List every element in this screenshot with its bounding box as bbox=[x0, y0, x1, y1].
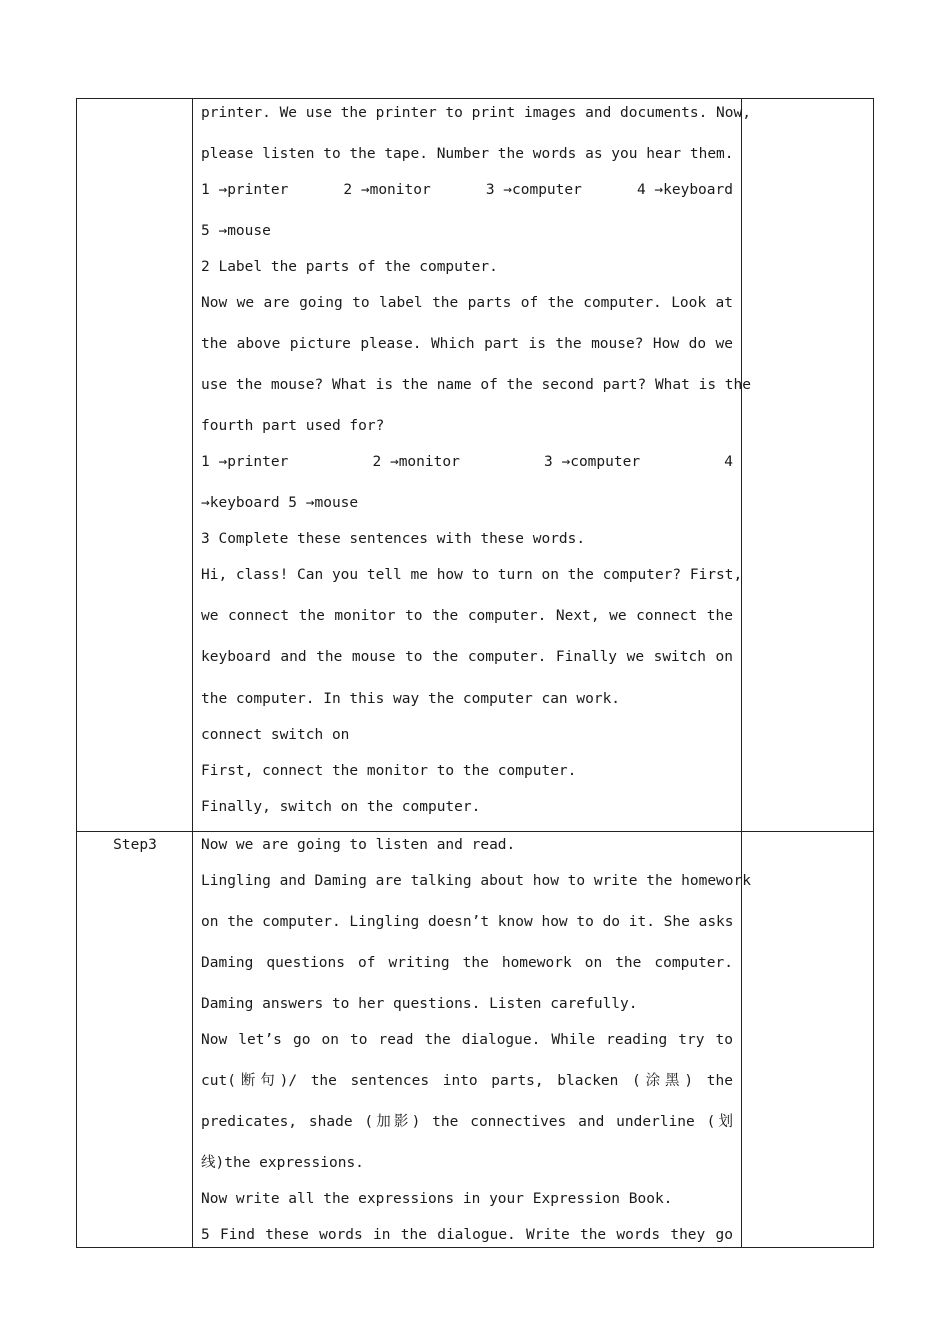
row1-text-line: printer. We use the printer to print images and documents. Now, bbox=[201, 105, 751, 121]
row2-text-line: 线)the expressions. bbox=[201, 1155, 364, 1171]
row1-text-line: 2 Label the parts of the computer. bbox=[201, 259, 498, 275]
row1-list-item: 2 →monitor bbox=[372, 454, 460, 470]
row1-text-line: →keyboard 5 →mouse bbox=[201, 495, 359, 511]
row1-content-cell bbox=[201, 99, 751, 831]
row1-list-item: 1 →printer bbox=[201, 182, 289, 198]
row1-list-item: 4 →keyboard bbox=[636, 182, 733, 198]
row2-text-line: Daming answers to her questions. Listen carefully. bbox=[201, 996, 638, 1012]
row1-text-line: we connect the monitor to the computer. Next, we connect the bbox=[201, 608, 733, 624]
row1-list-item: 1 →printer bbox=[201, 454, 289, 470]
row2-text-line: 5 Find these words in the dialogue. Write the words they go bbox=[201, 1227, 733, 1243]
row1-list-item: 3 →computer bbox=[485, 182, 582, 198]
row1-text-line: Finally, switch on the computer. bbox=[201, 799, 481, 815]
row2-text-line: Now we are going to listen and read. bbox=[201, 837, 516, 853]
row1-text-line: connect switch on bbox=[201, 727, 350, 743]
row2-text-line: on the computer. Lingling doesn’t know how to do it. She asks bbox=[201, 914, 734, 930]
row1-text-line: use the mouse? What is the name of the second part? What is the bbox=[201, 377, 751, 393]
row2-text-line: Now let’s go on to read the dialogue. While reading try to bbox=[201, 1032, 733, 1048]
row2-text-line: Daming questions of writing the homework on the computer. bbox=[201, 955, 733, 971]
row2-content-cell bbox=[201, 831, 751, 1249]
row1-text-line: keyboard and the mouse to the computer. Finally we switch on bbox=[201, 649, 733, 665]
row1-text-line: fourth part used for? bbox=[201, 418, 385, 434]
row2-text-line: predicates, shade (加影) the connectives and underline (划 bbox=[201, 1114, 733, 1130]
row1-text-line: 5 →mouse bbox=[201, 223, 271, 239]
row2-text-line: Lingling and Daming are talking about how to write the homework bbox=[201, 873, 751, 889]
row2-text-line: Now write all the expressions in your Expression Book. bbox=[201, 1191, 673, 1207]
row1-text-line: please listen to the tape. Number the words as you hear them. bbox=[201, 146, 734, 162]
column-divider-1 bbox=[192, 99, 193, 1247]
row1-text-line: 3 Complete these sentences with these words. bbox=[201, 531, 586, 547]
row2-text-line: cut(断句)/ the sentences into parts, blacken (涂黑) the bbox=[201, 1073, 733, 1089]
lesson-table bbox=[76, 98, 874, 1248]
row1-list-item: 4 bbox=[724, 454, 733, 470]
row1-text-line: Hi, class! Can you tell me how to turn on the computer? First, bbox=[201, 567, 743, 583]
row1-text-line bbox=[201, 452, 733, 472]
row1-list-item: 3 →computer bbox=[544, 454, 641, 470]
row1-text-line: Now we are going to label the parts of the computer. Look at bbox=[201, 295, 733, 311]
step-label: Step3 bbox=[113, 837, 157, 853]
row1-text-line bbox=[201, 180, 733, 200]
column-divider-2 bbox=[741, 99, 742, 1247]
row1-list-item: 2 →monitor bbox=[343, 182, 431, 198]
row1-text-line: the computer. In this way the computer can work. bbox=[201, 691, 621, 707]
row1-text-line: First, connect the monitor to the computer. bbox=[201, 763, 577, 779]
row1-text-line: the above picture please. Which part is the mouse? How do we bbox=[201, 336, 733, 352]
